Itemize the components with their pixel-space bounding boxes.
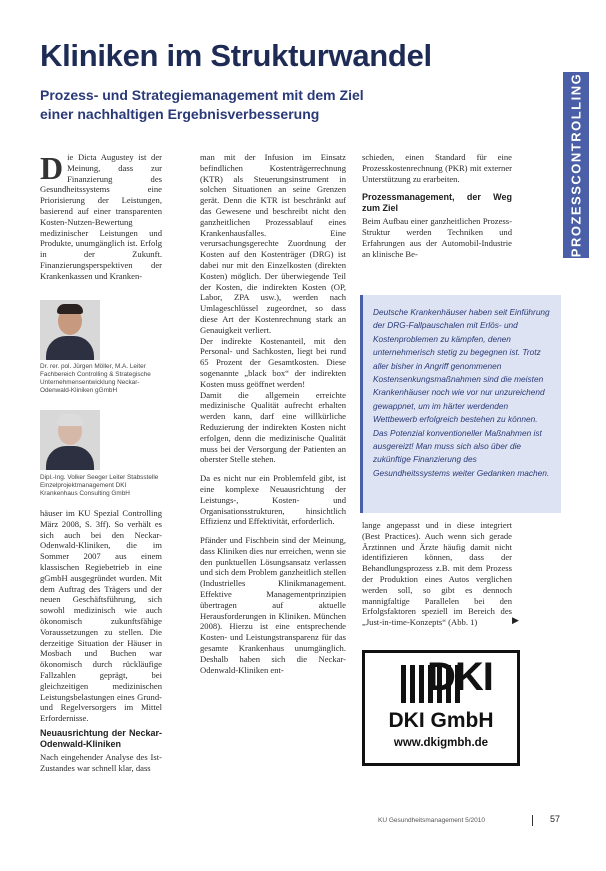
article-subtitle	[40, 86, 364, 124]
paragraph: man mit der Infusion im Einsatz befindlichen Kostenträgerrechnung (KTR) als Steuerungsinstrument in solchen Situationen an seine Grenzen gerät. Denn die KTR ist beschränkt auf das Gewesene und beschreibt nicht den ganzheitlichen Prozessablauf eines Krankenhausfalles. Eine verursachungsgerechte Zuordnung der Kosten auf den Kostenträger (DRG) ist dabei nur mit den Einzelkosten (direkten Kosten) möglich. Der überwiegende Teil der Kosten, die indirekten Kosten (OP, Labor, ZPA usw.), werden nach Umlageschlüssel zugeordnet, so dass diese Art der Kostenrechnung stark an Genauigkeit verliert.	[200, 152, 346, 335]
paragraph: Der indirekte Kostenanteil, mit den Personal- und Sachkosten, liegt bei rund 65 Prozent der Gesamtkosten. Diese sogenannte „black box“ der indirekten Kosten muss geöffnet werden!	[200, 335, 346, 389]
author-photo-2	[40, 410, 100, 470]
article-title: Kliniken im Strukturwandel	[40, 38, 432, 73]
dki-website: www.dkigmbh.de	[393, 737, 489, 749]
heading-neuausrichtung: Neuausrichtung der Neckar-Odenwald-Kliniken	[40, 727, 162, 749]
section-tab	[563, 72, 589, 258]
paragraph: häuser im KU Spezial Controlling März 2008, S. 3ff). So verhält es sich auch bei den Neckar-Odenwald-Kliniken, die im Sommer 2007 aus einem klassischen Regiebetrieb in eine gGmbH ausgegründet wurden. Mit dem Auftrag des Trägers und der neuen Geschäftsführung, sich sowohl medizinisch wie auch ökonomisch zukunftsfähige Voraussetzungen zu stellen. Die derzeitige Situation der Häuser in Mosbach und Buchen war ökonomisch durch rückläufige Fallzahlen geprägt, bei gleichzeitigen medizinischen Leistungsbelastungen eines Grund- und Regelversorgers im Mittel Erfordernisse.	[40, 508, 162, 724]
column-3-bottom	[362, 520, 512, 628]
author-caption-2: Dipl.-Ing. Volker Seeger Leiter Stabsstelle Einzelprojektmanagement DKI Krankenhaus Consulting GmbH	[40, 474, 159, 497]
author-photo-1	[40, 300, 100, 360]
section-tab-label: PROZESSCONTROLLING	[568, 72, 584, 258]
paragraph: Beim Aufbau einer ganzheitlichen Prozess-Struktur werden Techniken und Erfahrungen aus der Automobil-Industrie an klinische Be-	[362, 216, 512, 259]
footer-journal: KU Gesundheitsmanagement 5/2010	[378, 817, 485, 824]
heading-prozessmanagement: Prozessmanagement, der Weg zum Ziel	[362, 192, 512, 214]
pull-quote-box	[360, 295, 561, 513]
intro-text: ie Dicta Augustey ist der Meinung, dass zur Finanzierung des Gesundheitssystems eine Priorisierung der Leistungen, basierend auf einer transparenten Kosten-Nutzen-Bewertung medizinischer Leistungen und Produkte, unumgänglich ist. Erfolg in der Zukunft. Finanzierungsperspektiven der Krankenkassen und Kranken-	[40, 152, 162, 281]
subtitle-line-1: Prozess- und Strategiemanagement mit dem Ziel	[40, 87, 364, 103]
dki-logo-ad	[362, 650, 520, 766]
page-number: 57	[550, 814, 561, 824]
subtitle-line-2: einer nachhaltigen Ergebnisverbesserung	[40, 106, 320, 122]
paragraph: Pfänder und Fischbein sind der Meinung, dass Kliniken dies nur erreichen, wenn sie den punktuellen Lösungsansatz verlassen und sich dem Problem ganzheitlich stellen (Industrielles Klinikmanagement. Effektive Managementprinzipien übertragen auf aktuelle Herausforderungen in Kliniken. München 2008). Hierzu ist eine entsprechende Kosten- und Leistungstransparenz für das gesamte Krankenhaus unumgänglich. Deshalb haben sich die Neckar-Odenwald-Kliniken ent-	[200, 535, 346, 675]
author-caption-1: Dr. rer. pol. Jürgen Möller, M.A. Leiter Fachbereich Controlling & Strategische Unternehmensentwicklung Neckar-Odenwald-Kliniken gGmbH	[40, 363, 151, 394]
paragraph: Da es nicht nur ein Problemfeld gibt, ist eine komplexe Neuausrichtung der Leistungs-, Kosten- und Organisationsstrukturen, hinsichtlich Effizienz und Effektivität, erforderlich.	[200, 473, 346, 527]
paragraph: Nach eingehender Analyse des Ist-Zustandes war schnell klar, dass	[40, 751, 162, 773]
pull-quote-text: Deutsche Krankenhäuser haben seit Einführung der DRG-Fallpauschalen mit Erlös- und Kostenproblemen zu kämpfen, denen unternehmerisch stetig zu begegnen ist. Trotz aller bisher in Angriff genommenen Kostensenkungsmaßnahmen sind die meisten Krankenhäuser noch wie vor nur unzureichend gewappnet, um im härter werdenden Wettbewerb erfolgreich bestehen zu können. Das Potenzial konventioneller Maßnahmen ist ausgereizt! Man muss sich also über die zukünftige Finanzierung des Gesundheitssystems weiter Gedanken machen.	[373, 307, 550, 478]
paragraph: lange angepasst und in diese integriert (Best Practices). Auch wenn sich gerade Ärztinnen und Ärzte häufig damit nicht identifizieren können, dass der Behandlungsprozess z.B. mit dem Prozess der Produktion eines Autos verglichen werden soll, so gibt es dennoch mannigfaltige Parallelen bei den Erfolgsfaktoren speziell im Bereich des „Just-in-time-Konzepts“ (Abb. 1)	[362, 520, 512, 628]
continue-arrow-icon: ▶	[512, 615, 519, 625]
paragraph: schieden, einen Standard für eine Prozesskostenrechnung (PKR) mit externer Unterstützung zu erarbeiten.	[362, 152, 512, 184]
paragraph: Damit die allgemein erreichte medizinische Qualität aufrecht erhalten werden kann, darf eine willkürliche Reduzierung der indirekten Kosten nicht erfolgen, denn die medizinische Qualität muss bei der Versorgung der Patienten an oberster Stelle stehen.	[200, 389, 346, 465]
column-1-body	[40, 508, 162, 774]
footer-divider	[532, 815, 533, 826]
column-1-intro	[40, 152, 162, 282]
dki-logo-text: DKI	[427, 655, 493, 699]
drop-cap: D	[40, 150, 64, 186]
dki-company-name: DKI GmbH	[388, 709, 494, 732]
column-2	[200, 152, 346, 675]
column-3-top	[362, 152, 512, 260]
